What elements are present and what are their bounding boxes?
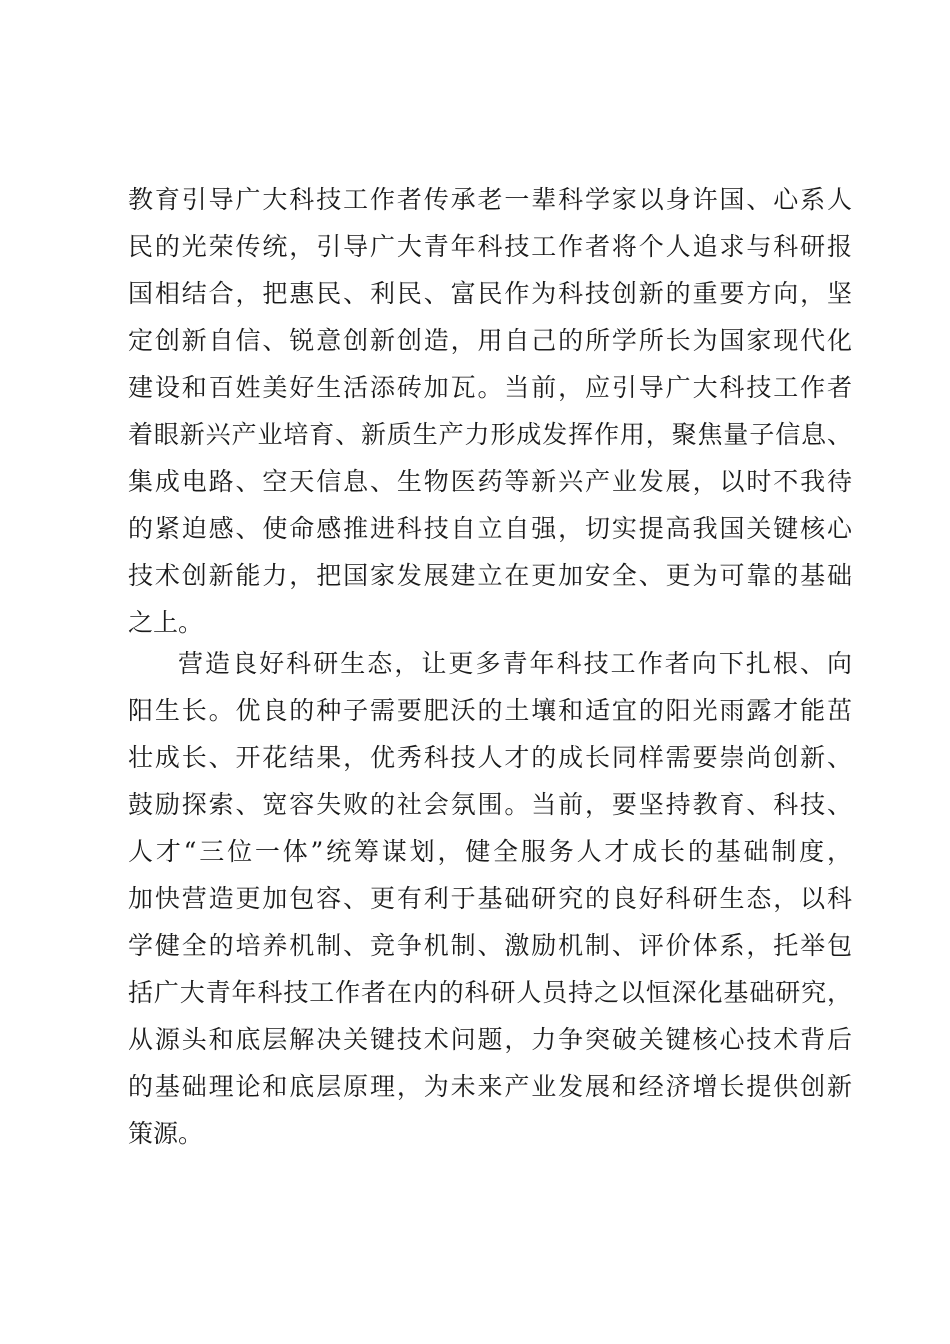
paragraph-line: 营造良好科研生态，让更多青年科技工作者向下扎根、向 (178, 649, 852, 678)
paragraph-line: 技术创新能力，把国家发展建立在更加安全、更为可靠的基础 (128, 561, 852, 590)
paragraph-line: 民的光荣传统，引导广大青年科技工作者将个人追求与科研报 (128, 232, 852, 261)
paragraph-line: 人才“三位一体”统筹谋划，健全服务人才成长的基础制度， (128, 837, 852, 866)
paragraph-line: 定创新自信、锐意创新创造，用自己的所学所长为国家现代化 (128, 326, 852, 355)
paragraph-line: 建设和百姓美好生活添砖加瓦。当前，应引导广大科技工作者 (128, 373, 852, 402)
paragraph-1 (128, 176, 852, 646)
paragraph-line: 学健全的培养机制、竞争机制、激励机制、评价体系，托举包 (128, 931, 852, 960)
paragraph-line: 策源。 (128, 1119, 204, 1148)
paragraph-line: 着眼新兴产业培育、新质生产力形成发挥作用，聚焦量子信息、 (128, 420, 852, 449)
paragraph-line: 的紧迫感、使命感推进科技自立自强，切实提高我国关键核心 (128, 514, 852, 543)
paragraph-line: 从源头和底层解决关键技术问题，力争突破关键核心技术背后 (128, 1025, 852, 1054)
paragraph-line: 阳生长。优良的种子需要肥沃的土壤和适宜的阳光雨露才能茁 (128, 696, 852, 725)
paragraph-line: 括广大青年科技工作者在内的科研人员持之以恒深化基础研究， (128, 978, 852, 1007)
paragraph-line: 的基础理论和底层原理，为未来产业发展和经济增长提供创新 (128, 1072, 852, 1101)
paragraph-line: 壮成长、开花结果，优秀科技人才的成长同样需要崇尚创新、 (128, 743, 852, 772)
paragraph-2 (128, 640, 852, 1157)
paragraph-line: 教育引导广大科技工作者传承老一辈科学家以身许国、心系人 (128, 185, 852, 214)
paragraph-line: 国相结合，把惠民、利民、富民作为科技创新的重要方向，坚 (128, 279, 852, 308)
paragraph-line: 鼓励探索、宽容失败的社会氛围。当前，要坚持教育、科技、 (128, 790, 852, 819)
paragraph-line: 集成电路、空天信息、生物医药等新兴产业发展，以时不我待 (128, 467, 852, 496)
paragraph-line: 之上。 (128, 608, 204, 637)
paragraph-line: 加快营造更加包容、更有利于基础研究的良好科研生态，以科 (128, 884, 852, 913)
